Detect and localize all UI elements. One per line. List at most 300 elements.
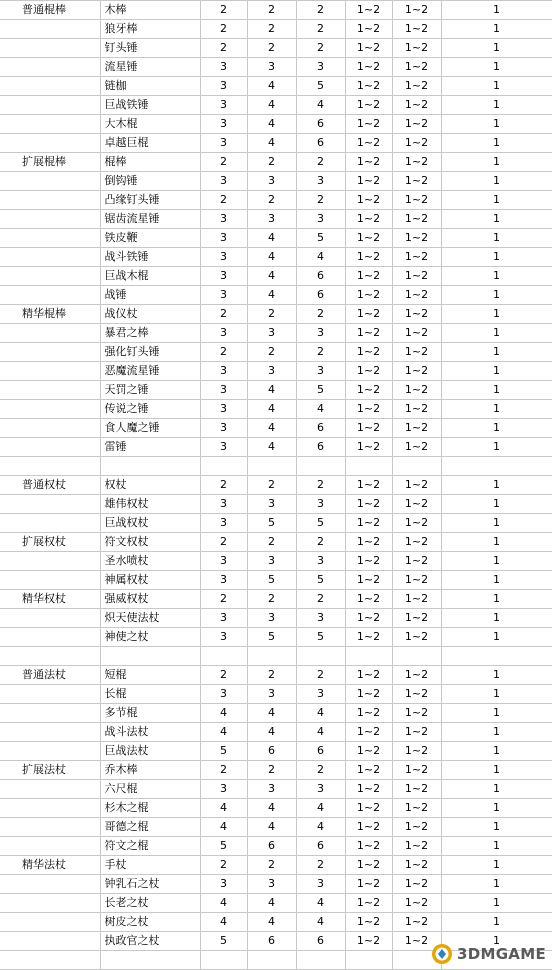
site-watermark	[431, 943, 546, 965]
value-cell: 6	[296, 115, 345, 134]
table-row	[0, 495, 552, 514]
table-row	[0, 761, 552, 780]
range-cell: 1~2	[345, 476, 392, 495]
category-cell	[0, 571, 100, 590]
value-cell: 4	[247, 381, 296, 400]
value-cell: 4	[296, 913, 345, 932]
table-row	[0, 685, 552, 704]
value-cell: 2	[247, 476, 296, 495]
range-cell: 1~2	[345, 324, 392, 343]
value-cell: 5	[296, 77, 345, 96]
table-row	[0, 248, 552, 267]
value-cell: 5	[296, 514, 345, 533]
value-cell: 2	[247, 856, 296, 875]
table-row	[0, 913, 552, 932]
range-cell: 1~2	[345, 153, 392, 172]
range-cell: 1~2	[392, 666, 441, 685]
category-cell	[0, 514, 100, 533]
value-cell: 2	[296, 39, 345, 58]
range-cell: 1~2	[345, 343, 392, 362]
range-cell: 1~2	[345, 229, 392, 248]
category-cell	[0, 457, 100, 476]
item-name-cell: 符文权杖	[100, 533, 200, 552]
category-cell	[0, 932, 100, 951]
range-cell: 1~2	[345, 115, 392, 134]
value-cell: 4	[296, 248, 345, 267]
category-cell: 精华棍棒	[0, 305, 100, 324]
table-row	[0, 286, 552, 305]
table-row	[0, 723, 552, 742]
value-cell: 3	[247, 362, 296, 381]
value-cell	[296, 951, 345, 970]
table-row	[0, 552, 552, 571]
value-cell: 4	[247, 704, 296, 723]
count-cell	[441, 647, 552, 666]
category-cell	[0, 723, 100, 742]
table-row	[0, 362, 552, 381]
blank-row	[0, 457, 552, 476]
value-cell: 3	[200, 267, 247, 286]
value-cell: 5	[200, 837, 247, 856]
table-row	[0, 837, 552, 856]
value-cell: 5	[247, 514, 296, 533]
value-cell: 4	[247, 286, 296, 305]
count-cell: 1	[441, 704, 552, 723]
count-cell: 1	[441, 837, 552, 856]
item-name-cell: 战仪杖	[100, 305, 200, 324]
range-cell: 1~2	[345, 96, 392, 115]
range-cell: 1~2	[345, 134, 392, 153]
value-cell: 3	[200, 286, 247, 305]
3dm-logo-icon	[431, 943, 453, 965]
category-cell	[0, 134, 100, 153]
value-cell: 3	[200, 609, 247, 628]
value-cell: 3	[200, 495, 247, 514]
range-cell: 1~2	[345, 913, 392, 932]
count-cell: 1	[441, 894, 552, 913]
table-row	[0, 267, 552, 286]
category-cell	[0, 229, 100, 248]
value-cell: 3	[296, 58, 345, 77]
range-cell: 1~2	[392, 609, 441, 628]
range-cell: 1~2	[392, 856, 441, 875]
range-cell: 1~2	[392, 305, 441, 324]
range-cell: 1~2	[392, 514, 441, 533]
range-cell: 1~2	[345, 742, 392, 761]
category-cell	[0, 115, 100, 134]
category-cell	[0, 267, 100, 286]
count-cell: 1	[441, 1, 552, 20]
range-cell: 1~2	[345, 685, 392, 704]
value-cell: 5	[296, 628, 345, 647]
value-cell: 3	[200, 77, 247, 96]
count-cell: 1	[441, 248, 552, 267]
category-cell	[0, 704, 100, 723]
range-cell: 1~2	[345, 305, 392, 324]
value-cell: 2	[247, 20, 296, 39]
range-cell: 1~2	[345, 419, 392, 438]
count-cell: 1	[441, 381, 552, 400]
category-cell	[0, 419, 100, 438]
count-cell: 1	[441, 77, 552, 96]
value-cell: 3	[247, 58, 296, 77]
value-cell: 3	[200, 628, 247, 647]
value-cell: 3	[200, 248, 247, 267]
category-cell	[0, 780, 100, 799]
table-row	[0, 780, 552, 799]
value-cell: 6	[296, 419, 345, 438]
range-cell: 1~2	[392, 1, 441, 20]
range-cell: 1~2	[392, 742, 441, 761]
item-name-cell: 雷锤	[100, 438, 200, 457]
range-cell: 1~2	[392, 571, 441, 590]
table-row	[0, 77, 552, 96]
category-cell	[0, 628, 100, 647]
range-cell: 1~2	[345, 495, 392, 514]
category-cell	[0, 742, 100, 761]
category-cell	[0, 210, 100, 229]
count-cell: 1	[441, 362, 552, 381]
value-cell: 4	[247, 913, 296, 932]
value-cell: 2	[200, 191, 247, 210]
table-row	[0, 590, 552, 609]
value-cell: 2	[247, 666, 296, 685]
count-cell: 1	[441, 552, 552, 571]
range-cell: 1~2	[392, 913, 441, 932]
range-cell	[345, 457, 392, 476]
value-cell: 2	[247, 590, 296, 609]
value-cell: 2	[200, 20, 247, 39]
value-cell: 2	[247, 305, 296, 324]
item-name-cell: 神属权杖	[100, 571, 200, 590]
value-cell: 2	[200, 761, 247, 780]
value-cell: 4	[247, 115, 296, 134]
blank-row	[0, 647, 552, 666]
value-cell: 4	[296, 704, 345, 723]
value-cell: 3	[247, 172, 296, 191]
count-cell: 1	[441, 229, 552, 248]
range-cell: 1~2	[392, 39, 441, 58]
table-row	[0, 96, 552, 115]
value-cell: 5	[200, 742, 247, 761]
range-cell: 1~2	[345, 267, 392, 286]
value-cell: 4	[296, 894, 345, 913]
value-cell: 4	[247, 894, 296, 913]
value-cell	[200, 647, 247, 666]
value-cell: 4	[247, 77, 296, 96]
item-name-cell: 乔木棒	[100, 761, 200, 780]
item-name-cell: 多节棍	[100, 704, 200, 723]
count-cell: 1	[441, 20, 552, 39]
value-cell: 3	[200, 419, 247, 438]
value-cell: 2	[247, 343, 296, 362]
item-name-cell: 权杖	[100, 476, 200, 495]
range-cell: 1~2	[345, 210, 392, 229]
count-cell: 1	[441, 134, 552, 153]
value-cell: 2	[200, 305, 247, 324]
value-cell: 3	[247, 609, 296, 628]
table-row	[0, 742, 552, 761]
value-cell: 4	[247, 96, 296, 115]
value-cell: 3	[247, 324, 296, 343]
table-row	[0, 1, 552, 20]
category-cell	[0, 647, 100, 666]
value-cell: 2	[296, 343, 345, 362]
category-cell: 精华权杖	[0, 590, 100, 609]
item-name-cell: 大木棍	[100, 115, 200, 134]
item-name-cell: 钉头锤	[100, 39, 200, 58]
value-cell: 6	[296, 267, 345, 286]
value-cell: 4	[247, 134, 296, 153]
category-cell	[0, 343, 100, 362]
range-cell: 1~2	[345, 1, 392, 20]
value-cell: 4	[296, 723, 345, 742]
count-cell: 1	[441, 514, 552, 533]
item-name-cell: 棍棒	[100, 153, 200, 172]
item-name-cell: 传说之锤	[100, 400, 200, 419]
item-name-cell: 暴君之棒	[100, 324, 200, 343]
category-cell	[0, 77, 100, 96]
value-cell: 2	[200, 39, 247, 58]
value-cell: 4	[247, 799, 296, 818]
value-cell: 4	[296, 818, 345, 837]
table-row	[0, 894, 552, 913]
item-name-cell: 食人魔之锤	[100, 419, 200, 438]
value-cell: 6	[296, 742, 345, 761]
value-cell: 2	[296, 590, 345, 609]
table-row	[0, 818, 552, 837]
table-row	[0, 343, 552, 362]
category-cell: 扩展棍棒	[0, 153, 100, 172]
value-cell: 3	[200, 362, 247, 381]
item-name-cell: 巨战法杖	[100, 742, 200, 761]
value-cell: 2	[296, 1, 345, 20]
item-name-cell: 雄伟权杖	[100, 495, 200, 514]
value-cell: 2	[247, 1, 296, 20]
table-row	[0, 381, 552, 400]
item-name-cell	[100, 647, 200, 666]
category-cell	[0, 96, 100, 115]
value-cell: 4	[200, 799, 247, 818]
range-cell: 1~2	[392, 780, 441, 799]
item-name-cell: 链枷	[100, 77, 200, 96]
range-cell: 1~2	[392, 552, 441, 571]
value-cell: 4	[247, 438, 296, 457]
range-cell: 1~2	[345, 932, 392, 951]
range-cell: 1~2	[392, 761, 441, 780]
range-cell: 1~2	[392, 58, 441, 77]
value-cell: 3	[296, 609, 345, 628]
range-cell: 1~2	[392, 495, 441, 514]
item-name-cell: 强威权杖	[100, 590, 200, 609]
table-row	[0, 875, 552, 894]
item-name-cell: 手杖	[100, 856, 200, 875]
item-name-cell: 恶魔流星锤	[100, 362, 200, 381]
count-cell: 1	[441, 742, 552, 761]
value-cell: 3	[296, 552, 345, 571]
count-cell: 1	[441, 780, 552, 799]
value-cell: 3	[200, 552, 247, 571]
range-cell: 1~2	[392, 343, 441, 362]
table-row	[0, 20, 552, 39]
table-row	[0, 134, 552, 153]
category-cell	[0, 913, 100, 932]
category-cell	[0, 39, 100, 58]
value-cell: 3	[200, 875, 247, 894]
range-cell: 1~2	[345, 894, 392, 913]
count-cell: 1	[441, 210, 552, 229]
value-cell: 4	[200, 723, 247, 742]
range-cell: 1~2	[345, 172, 392, 191]
count-cell: 1	[441, 267, 552, 286]
value-cell: 6	[296, 837, 345, 856]
item-name-cell: 流星锤	[100, 58, 200, 77]
count-cell: 1	[441, 723, 552, 742]
value-cell: 2	[247, 533, 296, 552]
range-cell	[345, 951, 392, 970]
value-cell: 3	[200, 438, 247, 457]
category-cell: 普通法杖	[0, 666, 100, 685]
table-row	[0, 305, 552, 324]
value-cell: 3	[247, 685, 296, 704]
value-cell: 4	[296, 96, 345, 115]
value-cell: 2	[200, 343, 247, 362]
value-cell: 4	[247, 723, 296, 742]
category-cell: 普通棍棒	[0, 1, 100, 20]
value-cell: 3	[296, 362, 345, 381]
range-cell: 1~2	[392, 248, 441, 267]
value-cell: 2	[200, 666, 247, 685]
table-row	[0, 400, 552, 419]
table-row	[0, 115, 552, 134]
range-cell: 1~2	[392, 324, 441, 343]
value-cell: 5	[200, 932, 247, 951]
range-cell: 1~2	[392, 533, 441, 552]
value-cell: 3	[200, 685, 247, 704]
value-cell: 6	[296, 134, 345, 153]
value-cell: 4	[247, 229, 296, 248]
range-cell: 1~2	[345, 58, 392, 77]
count-cell: 1	[441, 39, 552, 58]
category-cell	[0, 248, 100, 267]
category-cell	[0, 286, 100, 305]
item-name-cell: 炽天使法杖	[100, 609, 200, 628]
value-cell: 2	[296, 191, 345, 210]
item-name-cell: 锯齿流星锤	[100, 210, 200, 229]
value-cell: 2	[200, 856, 247, 875]
value-cell: 4	[296, 799, 345, 818]
item-name-cell: 强化钉头锤	[100, 343, 200, 362]
item-name-cell	[100, 951, 200, 970]
value-cell: 2	[296, 533, 345, 552]
count-cell: 1	[441, 856, 552, 875]
value-cell: 2	[247, 761, 296, 780]
value-cell: 6	[296, 438, 345, 457]
item-name-cell: 倒钩锤	[100, 172, 200, 191]
value-cell: 3	[296, 685, 345, 704]
value-cell: 4	[247, 400, 296, 419]
category-cell	[0, 362, 100, 381]
item-name-cell: 卓越巨棍	[100, 134, 200, 153]
item-name-cell: 狼牙棒	[100, 20, 200, 39]
category-cell	[0, 837, 100, 856]
table-row	[0, 476, 552, 495]
range-cell: 1~2	[345, 362, 392, 381]
range-cell: 1~2	[392, 77, 441, 96]
value-cell: 3	[296, 875, 345, 894]
value-cell: 2	[200, 476, 247, 495]
range-cell: 1~2	[345, 191, 392, 210]
range-cell: 1~2	[345, 400, 392, 419]
item-name-cell: 凸缘钉头锤	[100, 191, 200, 210]
range-cell: 1~2	[345, 571, 392, 590]
category-cell: 精华法杖	[0, 856, 100, 875]
count-cell: 1	[441, 799, 552, 818]
item-name-cell: 战锤	[100, 286, 200, 305]
value-cell	[200, 951, 247, 970]
count-cell: 1	[441, 590, 552, 609]
item-name-cell: 巨战铁锤	[100, 96, 200, 115]
range-cell: 1~2	[345, 818, 392, 837]
count-cell: 1	[441, 818, 552, 837]
table-row	[0, 571, 552, 590]
range-cell	[345, 647, 392, 666]
table-row	[0, 229, 552, 248]
range-cell: 1~2	[345, 590, 392, 609]
value-cell: 4	[200, 818, 247, 837]
value-cell: 3	[200, 571, 247, 590]
category-cell	[0, 381, 100, 400]
category-cell	[0, 894, 100, 913]
count-cell: 1	[441, 609, 552, 628]
value-cell: 6	[296, 286, 345, 305]
value-cell	[296, 647, 345, 666]
item-name-cell: 符文之棍	[100, 837, 200, 856]
range-cell: 1~2	[392, 267, 441, 286]
count-cell: 1	[441, 571, 552, 590]
table-body	[0, 1, 552, 970]
count-cell: 1	[441, 438, 552, 457]
range-cell: 1~2	[392, 628, 441, 647]
count-cell: 1	[441, 932, 552, 951]
value-cell: 4	[247, 267, 296, 286]
value-cell: 3	[200, 210, 247, 229]
value-cell: 3	[247, 552, 296, 571]
range-cell: 1~2	[345, 875, 392, 894]
value-cell: 6	[247, 742, 296, 761]
table-row	[0, 58, 552, 77]
count-cell: 1	[441, 286, 552, 305]
value-cell: 6	[296, 932, 345, 951]
category-cell	[0, 400, 100, 419]
range-cell: 1~2	[392, 362, 441, 381]
range-cell: 1~2	[345, 761, 392, 780]
count-cell: 1	[441, 476, 552, 495]
value-cell	[296, 457, 345, 476]
table-row	[0, 533, 552, 552]
range-cell: 1~2	[392, 134, 441, 153]
range-cell: 1~2	[392, 932, 441, 951]
item-name-cell: 木棒	[100, 1, 200, 20]
value-cell: 2	[247, 39, 296, 58]
value-cell: 4	[247, 248, 296, 267]
value-cell: 2	[247, 191, 296, 210]
range-cell: 1~2	[345, 856, 392, 875]
range-cell: 1~2	[392, 229, 441, 248]
value-cell: 4	[200, 913, 247, 932]
item-name-cell: 铁皮鞭	[100, 229, 200, 248]
count-cell: 1	[441, 153, 552, 172]
